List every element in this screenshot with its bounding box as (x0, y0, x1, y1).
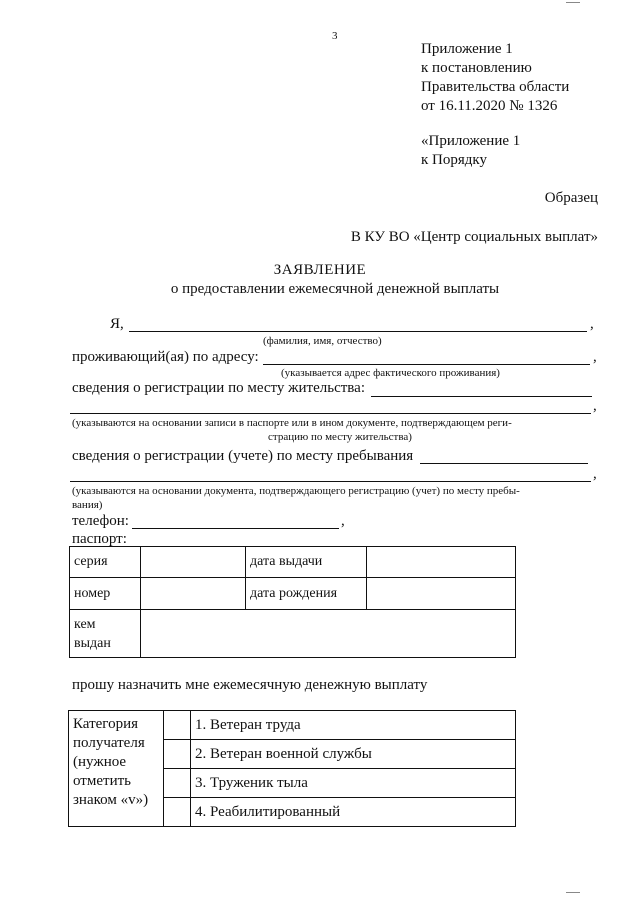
issued-by-label (70, 610, 141, 658)
phone-label: телефон: (72, 513, 129, 529)
appendix-line: от 16.11.2020 № 1326 (421, 98, 558, 114)
appendix-line: к постановлению (421, 60, 532, 76)
birth-date-input[interactable] (367, 578, 516, 610)
category-option-1: 1. Ветеран труда (191, 711, 516, 740)
table-row (69, 711, 516, 740)
issued-by-label-line: кем (74, 616, 96, 632)
category-checkbox-2[interactable] (164, 740, 191, 769)
number-label: номер (70, 578, 141, 610)
fio-comma: , (590, 316, 594, 332)
phone-field[interactable] (132, 528, 339, 529)
stay-registration-label: сведения о регистрации (учете) по месту пребывания (72, 448, 414, 464)
category-label-line: (нужное (73, 754, 127, 770)
series-input[interactable] (141, 547, 246, 578)
series-label: серия (70, 547, 141, 578)
issued-by-input[interactable] (141, 610, 516, 658)
document-title: ЗАЯВЛЕНИЕ (273, 262, 367, 278)
request-text: прошу назначить мне ежемесячную денежную выплату (72, 677, 428, 693)
passport-label: паспорт: (72, 531, 127, 547)
issue-date-input[interactable] (367, 547, 516, 578)
registration-hint-continued: страцию по месту жительства) (268, 431, 412, 443)
stay-registration-comma: , (593, 466, 597, 482)
table-row (70, 578, 516, 610)
category-checkbox-3[interactable] (164, 769, 191, 798)
stay-registration-field[interactable] (420, 463, 588, 464)
birth-date-label: дата рождения (246, 578, 367, 610)
passport-table (69, 546, 516, 658)
category-table (68, 710, 516, 827)
category-checkbox-1[interactable] (164, 711, 191, 740)
registration-hint: (указываются на основании записи в паспорте или в ином документе, подтверждающем реги- (72, 417, 512, 429)
category-label-line: знаком «v») (73, 792, 149, 808)
category-option-3: 3. Труженик тыла (191, 769, 516, 798)
category-label-line: получателя (73, 735, 145, 751)
address-label: проживающий(ая) по адресу: (72, 349, 259, 365)
fio-field[interactable] (129, 331, 587, 332)
appendix-line: Приложение 1 (421, 41, 513, 57)
scan-mark-bottom (566, 892, 580, 893)
category-label (69, 711, 164, 827)
registration-field-continued[interactable] (70, 413, 591, 414)
issued-by-label-line: выдан (74, 635, 111, 651)
sample-label: Образец (544, 190, 598, 206)
page-number: 3 (332, 30, 338, 42)
issue-date-label: дата выдачи (246, 547, 367, 578)
appendix-line: к Порядку (421, 152, 487, 168)
registration-comma: , (593, 398, 597, 414)
i-label: Я, (110, 316, 124, 332)
category-label-line: Категория (73, 716, 138, 732)
registration-label: сведения о регистрации по месту жительства: (72, 380, 365, 396)
document-subtitle: о предоставлении ежемесячной денежной выплаты (170, 281, 500, 297)
category-label-line: отметить (73, 773, 131, 789)
address-hint: (указывается адрес фактического проживания) (281, 367, 500, 379)
category-checkbox-4[interactable] (164, 798, 191, 827)
appendix-line: «Приложение 1 (421, 133, 521, 149)
inner-appendix-header (421, 132, 520, 170)
addressee: В КУ ВО «Центр социальных выплат» (350, 229, 598, 245)
number-input[interactable] (141, 578, 246, 610)
address-field[interactable] (263, 364, 590, 365)
fio-hint: (фамилия, имя, отчество) (263, 335, 382, 347)
appendix-header (421, 40, 569, 116)
registration-field[interactable] (371, 396, 592, 397)
stay-registration-hint: (указываются на основании документа, подтверждающего регистрацию (учет) по месту пребы- (72, 485, 520, 497)
phone-comma: , (341, 513, 345, 529)
stay-registration-hint-continued: вания) (72, 499, 103, 511)
address-comma: , (593, 349, 597, 365)
stay-registration-field-continued[interactable] (70, 481, 591, 482)
category-option-2: 2. Ветеран военной службы (191, 740, 516, 769)
scan-mark-top (566, 2, 580, 3)
appendix-line: Правительства области (421, 79, 570, 95)
table-row (70, 610, 516, 658)
category-option-4: 4. Реабилитированный (191, 798, 516, 827)
table-row (70, 547, 516, 578)
